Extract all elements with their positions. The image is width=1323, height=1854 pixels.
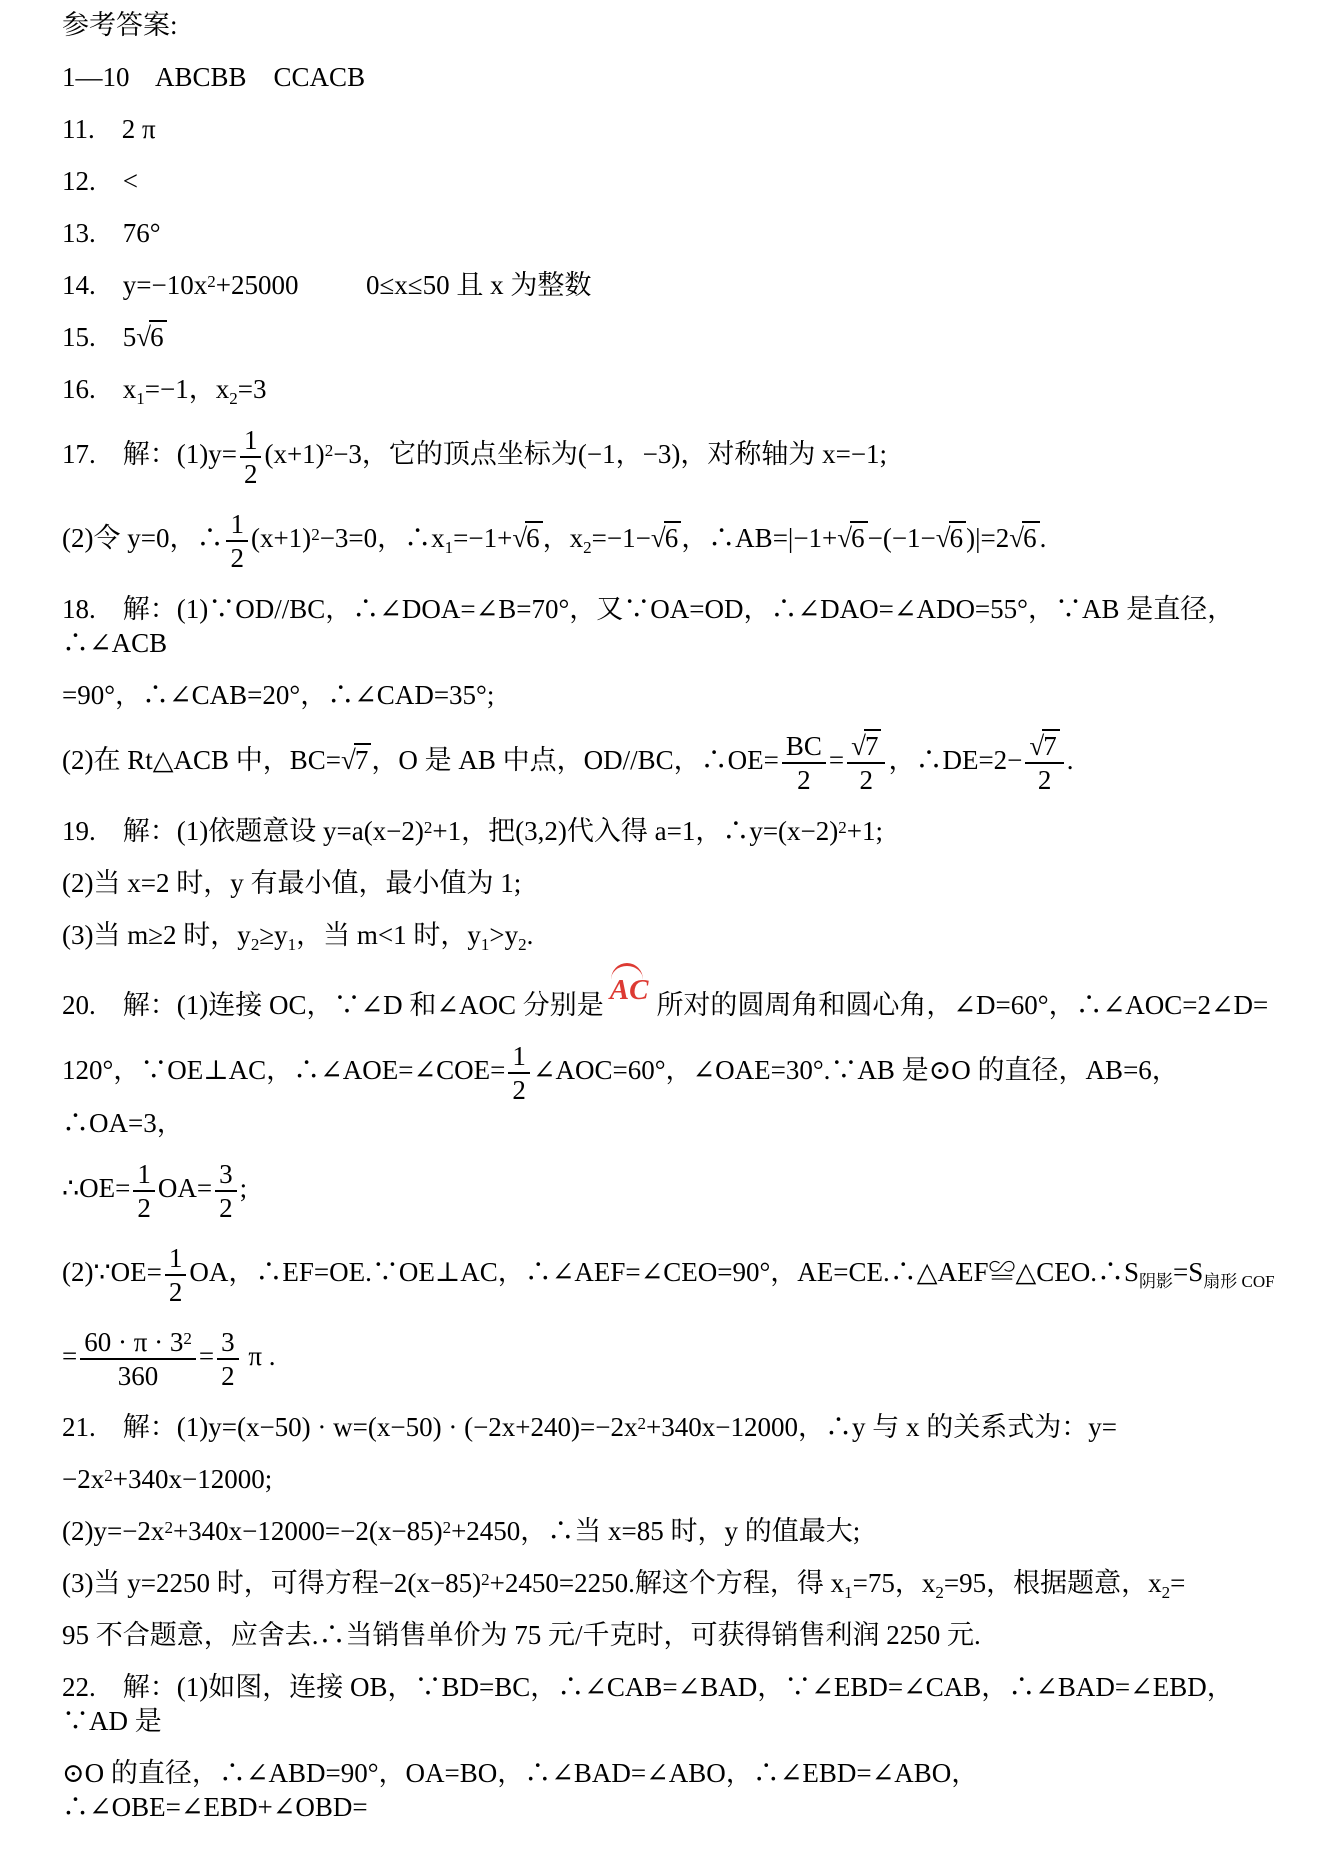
text-run: +340x−12000;	[112, 1464, 273, 1494]
text-run: 1	[168, 1243, 183, 1273]
answer-sheet	[62, 8, 1283, 1824]
answer-22-part1-line1	[62, 1670, 1283, 1738]
sqrt-radical	[851, 729, 881, 761]
radicand: 7	[864, 729, 882, 761]
text-run: 11. 2 π	[62, 114, 156, 144]
fraction-numerator	[215, 1158, 237, 1192]
text-run: 95 不合题意，应舍去.∴当销售单价为 75 元/千克时，可获得销售利润 2250 元.	[62, 1620, 981, 1650]
answer-22-part1-line2	[62, 1756, 1283, 1824]
sqrt-radical	[1029, 729, 1059, 761]
text-run: >y	[489, 920, 519, 950]
answer-11	[62, 112, 1283, 146]
text-run: 13. 76°	[62, 218, 161, 248]
subscript: 2	[583, 538, 592, 558]
text-run: −2x	[62, 1464, 105, 1494]
sqrt-radical	[136, 320, 166, 352]
subscript: 2	[250, 935, 260, 954]
fraction-numerator	[782, 730, 826, 764]
sqrt-radical	[512, 521, 542, 553]
answer-13	[62, 216, 1283, 250]
superscript: 2	[324, 441, 334, 461]
subscript: 1	[480, 935, 490, 954]
text-run: 16. x	[62, 374, 137, 404]
text-run: 1	[243, 425, 258, 455]
text-run: 2	[797, 765, 811, 795]
fraction-denominator	[217, 1360, 239, 1392]
text-run: (2)y=−2x	[62, 1516, 165, 1546]
fraction-numerator	[847, 730, 885, 764]
answer-21-part1-line2	[62, 1462, 1283, 1496]
fraction	[847, 730, 885, 796]
radicand: 6	[850, 521, 868, 553]
fraction-denominator	[215, 1192, 237, 1224]
text-run: 1	[512, 1041, 526, 1071]
text-run: =95，根据题意，x	[943, 1568, 1162, 1598]
answer-12	[62, 164, 1283, 198]
text-run: =−1，x	[144, 374, 230, 404]
subscript: 阴影	[1139, 1272, 1174, 1292]
text-run: =	[62, 1341, 78, 1372]
radical-sign: √	[341, 745, 354, 776]
text-run: BC	[785, 731, 822, 761]
answer-20-part1-line2	[62, 1040, 1283, 1140]
answer-20-part1-line1	[62, 974, 1283, 1022]
text-run: 2	[859, 765, 874, 795]
text-run: 120°，∵OE⊥AC，∴∠AOE=∠COE=	[62, 1055, 506, 1086]
radical-sign: √	[136, 322, 150, 352]
answer-21-part3-line1	[62, 1566, 1283, 1600]
radical-sign: √	[837, 523, 851, 554]
sqrt-radical	[936, 521, 966, 553]
fraction	[215, 1158, 237, 1224]
text-run: 2	[512, 1075, 526, 1105]
radical-sign: √	[650, 523, 664, 554]
answer-20-part2-line2	[62, 1326, 1283, 1392]
text-run: (2)当 x=2 时，y 有最小值，最小值为 1;	[62, 868, 522, 898]
radicand: 6	[525, 521, 543, 553]
text-run: =	[1170, 1568, 1186, 1598]
text-run: ，O 是 AB 中点，OD//BC，∴OE=	[371, 745, 779, 776]
answer-21-part1-line1	[62, 1410, 1283, 1444]
fraction-numerator	[133, 1158, 155, 1192]
text-run: (2)在 Rt△ACB 中，BC=	[62, 745, 342, 776]
answer-18-part1-line2	[62, 678, 1283, 712]
text-run: 参考答案:	[62, 10, 178, 40]
radical-sign: √	[1009, 523, 1023, 554]
text-run: 60 · π · 3	[84, 1327, 184, 1357]
text-run: ，当 m<1 时，y	[296, 920, 481, 950]
text-run: .	[1039, 523, 1047, 554]
sqrt-radical	[651, 521, 681, 553]
fraction-numerator	[508, 1040, 530, 1074]
text-run: (x+1)	[250, 523, 312, 554]
text-run: 3	[221, 1327, 235, 1357]
fraction	[217, 1326, 239, 1392]
answer-17-part2	[62, 508, 1283, 574]
arc-ac-notation: AC	[609, 974, 649, 1006]
text-run: =90°，∴∠CAB=20°，∴∠CAD=35°;	[62, 680, 495, 710]
sqrt-radical	[837, 521, 867, 553]
text-run: (3)当 m≥2 时，y	[62, 920, 251, 950]
subscript: 2	[1161, 1583, 1171, 1602]
text-run: 1	[230, 509, 244, 539]
text-run: (2)令 y=0，∴	[62, 523, 224, 554]
superscript: 2	[637, 1414, 646, 1433]
text-run: 17. 解：(1)y=	[62, 439, 237, 470]
fraction-numerator	[1025, 730, 1063, 764]
answer-17-part1	[62, 424, 1283, 490]
superscript: 2	[104, 1466, 113, 1485]
fraction-numerator	[217, 1326, 239, 1360]
subscript: 1	[287, 935, 297, 954]
text-run: 21. 解：(1)y=(x−50) · w=(x−50) · (−2x+240)=−2x	[62, 1412, 638, 1442]
text-run: ，x	[542, 523, 584, 554]
text-run: (3)当 y=2250 时，可得方程−2(x−85)	[62, 1568, 482, 1598]
fraction	[782, 730, 826, 796]
text-run: +2450，∴当 x=85 时，y 的值最大;	[451, 1516, 861, 1546]
radicand: 6	[949, 521, 967, 553]
text-run: 14. y=−10x	[62, 270, 208, 300]
superscript: 2	[183, 1329, 192, 1348]
fraction-denominator	[240, 458, 262, 490]
answer-15	[62, 320, 1283, 354]
subscript: 1	[844, 1583, 853, 1602]
text-run: 2	[230, 543, 244, 573]
answer-20-part1-line3	[62, 1158, 1283, 1224]
subscript: 2	[935, 1583, 944, 1602]
answer-18-part2	[62, 730, 1283, 796]
fraction	[133, 1158, 155, 1224]
subscript: 1	[444, 538, 454, 558]
fraction-denominator	[133, 1192, 155, 1224]
answer-19-part1	[62, 814, 1283, 848]
fraction-denominator	[508, 1074, 530, 1106]
fraction	[80, 1326, 196, 1392]
text-run: 2	[219, 1193, 233, 1223]
text-run: 360	[117, 1361, 159, 1391]
text-run: +1;	[846, 816, 883, 846]
superscript: 2	[838, 818, 847, 837]
text-run: 1—10 ABCBB CCACB	[62, 62, 366, 92]
radical-sign: √	[512, 523, 526, 554]
text-run: OA=	[157, 1173, 213, 1204]
text-run: 所对的圆周角和圆心角，∠D=60°，∴∠AOC=2∠D=	[656, 990, 1269, 1020]
radicand: 6	[1022, 521, 1040, 553]
superscript: 2	[481, 1570, 490, 1589]
text-run: =−1+	[453, 523, 513, 554]
fraction-denominator	[793, 764, 815, 796]
radicand: 7	[354, 743, 372, 775]
text-run: (2)∵OE=	[62, 1257, 162, 1288]
superscript: 2	[442, 1518, 452, 1537]
sqrt-radical	[341, 743, 371, 775]
text-run: )|=2	[966, 523, 1010, 554]
fraction-numerator	[165, 1242, 187, 1276]
radical-sign: √	[851, 731, 864, 761]
text-run: OA，∴EF=OE.∵OE⊥AC，∴∠AEF=∠CEO=90°，AE=CE.∴△AEF≌△CEO.∴S	[189, 1257, 1140, 1288]
text-run: −3，它的顶点坐标为(−1，−3)，对称轴为 x=−1;	[333, 439, 888, 470]
fraction	[240, 424, 262, 490]
fraction-numerator	[226, 508, 248, 542]
text-run: +25000 0≤x≤50 且 x 为整数	[215, 270, 592, 300]
fraction-denominator	[856, 764, 878, 796]
text-run: 2	[168, 1277, 183, 1307]
subscript: 2	[518, 935, 527, 954]
superscript: 2	[311, 525, 320, 545]
text-run: =75，x	[852, 1568, 936, 1598]
text-run: +340x−12000=−2(x−85)	[172, 1516, 443, 1546]
answer-16	[62, 372, 1283, 406]
text-run: 12. <	[62, 166, 138, 196]
text-run: 18. 解：(1)∵OD//BC，∴∠DOA=∠B=70°，又∵OA=OD，∴∠DAO=∠ADO=55°，∵AB 是直径，∴∠ACB	[62, 594, 1235, 658]
fraction-denominator	[1034, 764, 1056, 796]
text-run: ∠AOC=60°，∠OAE=30°.∵AB 是⊙O 的直径，AB=6，∴OA=3，	[62, 1055, 1179, 1138]
text-run: 2	[221, 1361, 235, 1391]
answer-21-part2	[62, 1514, 1283, 1548]
radical-sign: √	[1029, 731, 1043, 761]
superscript: 2	[164, 1518, 173, 1537]
text-run: 3	[219, 1159, 233, 1189]
text-run: −(−1−	[867, 523, 936, 554]
text-run: ，∴DE=2−	[888, 745, 1023, 776]
text-run: 15. 5	[62, 322, 137, 352]
text-run: 2	[1037, 765, 1052, 795]
fraction	[508, 1040, 530, 1106]
text-run: =	[198, 1341, 215, 1372]
text-run: 22. 解：(1)如图，连接 OB，∵BD=BC，∴∠CAB=∠BAD，∵∠EBD=∠CAB，∴∠BAD=∠EBD，∵AD 是	[62, 1672, 1234, 1736]
superscript: 2	[423, 818, 433, 837]
fraction	[226, 508, 248, 574]
choice-answers	[62, 60, 1283, 94]
text-run: −3=0，∴x	[319, 523, 445, 554]
text-run: =3	[237, 374, 267, 404]
answer-19-part2	[62, 866, 1283, 900]
answer-21-part3-line2	[62, 1618, 1283, 1652]
text-run: ;	[239, 1173, 248, 1204]
fraction-denominator	[114, 1360, 163, 1392]
answer-20-part2-line1	[62, 1242, 1283, 1308]
text-run: +2450=2250.解这个方程，得 x	[489, 1568, 845, 1598]
text-run: ≥y	[259, 920, 288, 950]
text-run: =	[828, 745, 845, 776]
text-run: 19. 解：(1)依题意设 y=a(x−2)	[62, 816, 424, 846]
text-run: ，∴AB=|−1+	[681, 523, 838, 554]
answer-19-part3	[62, 918, 1283, 952]
answers-title	[62, 8, 1283, 42]
text-run: 2	[243, 459, 258, 489]
radicand: 6	[664, 521, 682, 553]
text-run: 1	[137, 1159, 151, 1189]
fraction-denominator	[226, 542, 248, 574]
fraction-denominator	[165, 1276, 187, 1308]
text-run: .	[526, 920, 534, 950]
text-run: ⊙O 的直径，∴∠ABD=90°，OA=BO，∴∠BAD=∠ABO，∴∠EBD=∠ABO，∴∠OBE=∠EBD+∠OBD=	[62, 1758, 979, 1822]
answer-14	[62, 268, 1283, 302]
radicand: 6	[149, 320, 167, 352]
fraction-numerator	[240, 424, 262, 458]
text-run: (x+1)	[264, 439, 325, 470]
text-run: +1，把(3,2)代入得 a=1，∴y=(x−2)	[432, 816, 839, 846]
text-run: =−1−	[591, 523, 651, 554]
text-run: =S	[1173, 1257, 1204, 1288]
subscript: 扇形 COF	[1203, 1272, 1275, 1292]
text-run: 20. 解：(1)连接 OC，∵∠D 和∠AOC 分别是	[62, 990, 604, 1020]
text-run: π .	[241, 1341, 276, 1372]
radicand: 7	[1042, 729, 1060, 761]
fraction	[165, 1242, 187, 1308]
text-run: ∴OE=	[62, 1173, 131, 1204]
subscript: 1	[136, 389, 145, 408]
sqrt-radical	[1009, 521, 1039, 553]
fraction-numerator	[80, 1326, 196, 1360]
text-run: .	[1066, 745, 1074, 776]
answer-18-part1-line1	[62, 592, 1283, 660]
fraction	[1025, 730, 1063, 796]
subscript: 2	[229, 389, 238, 408]
radical-sign: √	[935, 523, 949, 554]
text-run: 2	[137, 1193, 151, 1223]
superscript: 2	[207, 272, 216, 291]
text-run: +340x−12000，∴y 与 x 的关系式为：y=	[645, 1412, 1117, 1442]
